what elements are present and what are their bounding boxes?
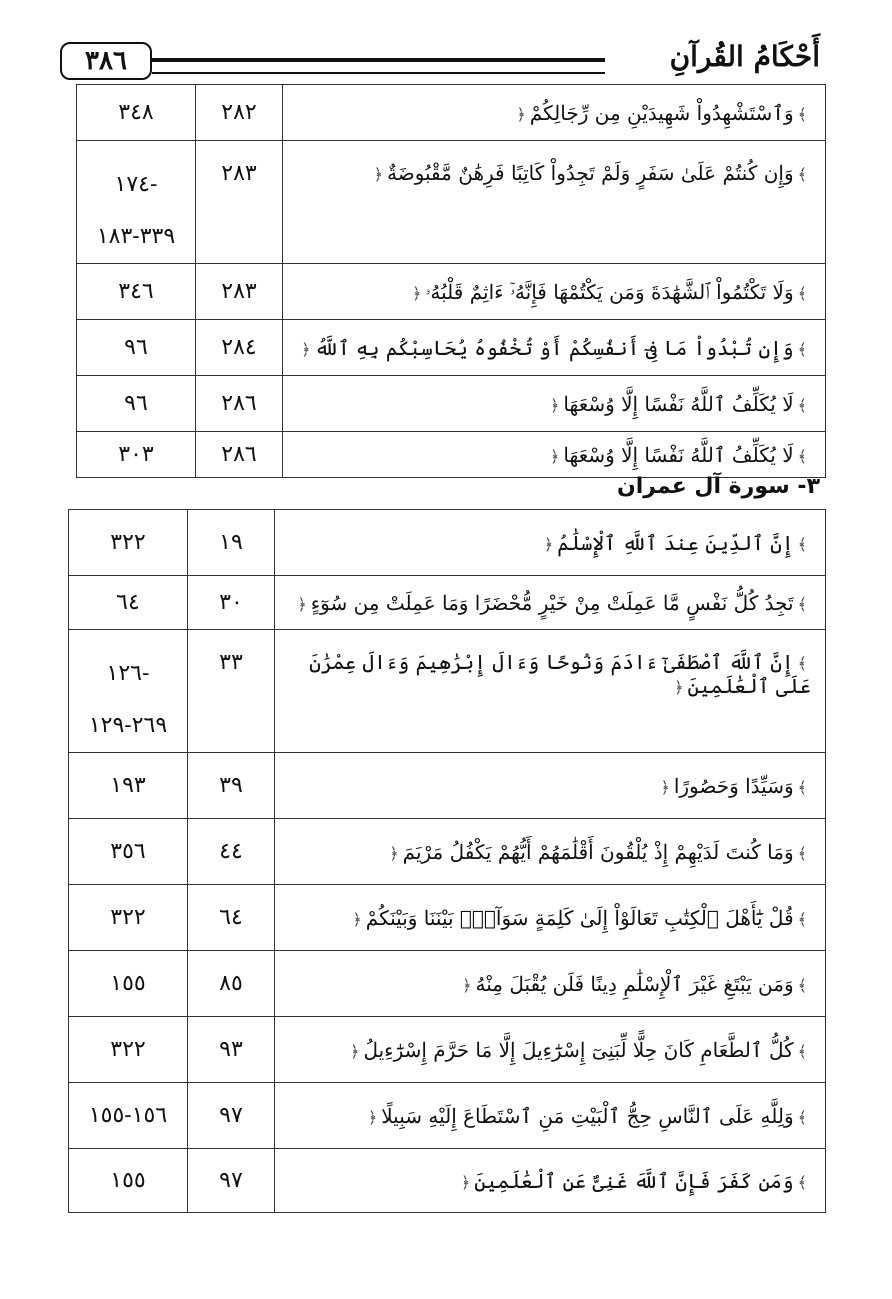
page-ref bbox=[77, 141, 196, 264]
book-title: أَحْكَامُ القُرآنِ bbox=[669, 40, 820, 73]
flower-ornament-icon: ﴾ bbox=[797, 283, 807, 303]
verse-cell bbox=[275, 1083, 826, 1149]
flower-ornament-icon: ﴾ bbox=[797, 1172, 807, 1192]
flower-ornament-icon: ﴿ bbox=[516, 104, 526, 124]
surah-heading: ٣- سورة آل عمران bbox=[616, 474, 820, 499]
verse-cell bbox=[275, 1017, 826, 1083]
table-row bbox=[69, 630, 826, 753]
table-row bbox=[69, 1083, 826, 1149]
flower-ornament-icon: ﴾ bbox=[797, 446, 807, 466]
page-ref: ٣٢٢ bbox=[69, 885, 188, 951]
verse-text: وَلَا تَكْتُمُواْ ٱلشَّهَٰدَةَ وَمَن يَكْتُمْهَا فَإِنَّهُۥٓ ءَاثِمٌ قَلْبُهُۥ bbox=[425, 279, 794, 304]
table-row bbox=[69, 510, 826, 576]
flower-ornament-icon: ﴿ bbox=[674, 678, 684, 697]
verse-cell bbox=[275, 819, 826, 885]
page-ref: ١٥٦-١٥٥ bbox=[69, 1083, 188, 1149]
table-row bbox=[69, 885, 826, 951]
verse-cell bbox=[283, 320, 826, 376]
page-ref: ٣٢٢ bbox=[69, 1017, 188, 1083]
verse-cell bbox=[283, 85, 826, 141]
flower-ornament-icon: ﴿ bbox=[543, 534, 554, 554]
flower-ornament-icon: ﴿ bbox=[550, 446, 560, 466]
ayah-number: ٨٥ bbox=[188, 951, 275, 1017]
ayah-number: ٢٨٦ bbox=[196, 432, 283, 478]
verse-text: لَا يُكَلِّفُ ٱللَّهُ نَفْسًا إِلَّا وُسْعَهَا bbox=[563, 442, 794, 467]
flower-ornament-icon: ﴿ bbox=[550, 395, 560, 415]
ayah-number: ٢٨٣ bbox=[196, 264, 283, 320]
ayah-number: ٢٨٦ bbox=[196, 376, 283, 432]
flower-ornament-icon: ﴾ bbox=[797, 975, 807, 995]
verses-table-2 bbox=[68, 509, 826, 1213]
flower-ornament-icon: ﴿ bbox=[373, 165, 383, 184]
table-row bbox=[69, 819, 826, 885]
page-ref: ٣٠٣ bbox=[77, 432, 196, 478]
flower-ornament-icon: ﴿ bbox=[367, 1107, 378, 1127]
page-ref: ٩٦ bbox=[77, 376, 196, 432]
verse-cell bbox=[283, 264, 826, 320]
flower-ornament-icon: ﴿ bbox=[389, 843, 399, 863]
ayah-number: ٣٣ bbox=[188, 630, 275, 753]
ayah-number: ٤٤ bbox=[188, 819, 275, 885]
ayah-number: ٩٧ bbox=[188, 1083, 275, 1149]
verse-text: لَا يُكَلِّفُ ٱللَّهُ نَفْسًا إِلَّا وُسْعَهَا bbox=[563, 391, 794, 416]
table-row bbox=[69, 753, 826, 819]
page-ref: ٣٢٢ bbox=[69, 510, 188, 576]
flower-ornament-icon: ﴿ bbox=[412, 283, 422, 303]
page-ref: ٩٦ bbox=[77, 320, 196, 376]
flower-ornament-icon: ﴾ bbox=[797, 339, 807, 359]
table-row bbox=[69, 576, 826, 630]
flower-ornament-icon: ﴿ bbox=[460, 1172, 471, 1192]
flower-ornament-icon: ﴾ bbox=[797, 843, 807, 863]
page-ref-line: ٣٣٩-١٨٣ bbox=[96, 224, 176, 249]
ayah-number: ٩٧ bbox=[188, 1149, 275, 1213]
page-ref: ٦٤ bbox=[69, 576, 188, 630]
verses-table-1 bbox=[76, 84, 826, 478]
ayah-number: ٢٨٣ bbox=[196, 141, 283, 264]
table-row bbox=[69, 1149, 826, 1213]
page-ref-line: -١٢٦ bbox=[106, 661, 150, 686]
page-ref-line: ٢٦٩-١٢٩ bbox=[88, 713, 168, 738]
verse-text: وَمَا كُنتَ لَدَيْهِمْ إِذْ يُلْقُونَ أَقْلَٰمَهُمْ أَيُّهُمْ يَكْفُلُ مَرْيَمَ bbox=[402, 839, 794, 864]
verse-text: كُلُّ ٱلطَّعَامِ كَانَ حِلًّا لِّبَنِىٓ إِسْرَٰٓءِيلَ إِلَّا مَا حَرَّمَ إِسْرَٰٓءِيلُ bbox=[363, 1037, 794, 1062]
verse-text: وَٱسْتَشْهِدُواْ شَهِيدَيْنِ مِن رِّجَالِكُمْ bbox=[529, 100, 794, 125]
verse-cell bbox=[275, 510, 826, 576]
page-ref: ١٩٣ bbox=[69, 753, 188, 819]
flower-ornament-icon: ﴾ bbox=[797, 654, 807, 673]
ayah-number: ٢٨٤ bbox=[196, 320, 283, 376]
verse-cell bbox=[283, 432, 826, 478]
flower-ornament-icon: ﴿ bbox=[297, 594, 307, 614]
verse-text: وَإِن تُبْدُواْ مَا فِىٓ أَنفُسِكُمْ أَوْ تُخْفُوهُ يُحَاسِبْكُم بِهِ ٱللَّهُ bbox=[314, 335, 794, 360]
ayah-number: ٦٤ bbox=[188, 885, 275, 951]
flower-ornament-icon: ﴾ bbox=[797, 1041, 807, 1061]
verse-cell bbox=[275, 951, 826, 1017]
page-ref bbox=[69, 630, 188, 753]
ayah-number: ١٩ bbox=[188, 510, 275, 576]
verse-cell bbox=[275, 576, 826, 630]
verse-text: وَسَيِّدًا وَحَصُورًا bbox=[673, 773, 794, 798]
page-header bbox=[60, 40, 820, 84]
flower-ornament-icon: ﴾ bbox=[797, 909, 807, 929]
page-ref: ٣٤٦ bbox=[77, 264, 196, 320]
flower-ornament-icon: ﴾ bbox=[797, 1107, 807, 1127]
page-ref: ١٥٥ bbox=[69, 1149, 188, 1213]
flower-ornament-icon: ﴿ bbox=[660, 777, 670, 797]
flower-ornament-icon: ﴿ bbox=[462, 975, 472, 995]
ayah-number: ٩٣ bbox=[188, 1017, 275, 1083]
ayah-number: ٢٨٢ bbox=[196, 85, 283, 141]
page-ref-line: -١٧٤ bbox=[114, 172, 158, 197]
header-rule bbox=[152, 58, 605, 74]
ayah-number: ٣٩ bbox=[188, 753, 275, 819]
verse-text: تَجِدُ كُلُّ نَفْسٍ مَّا عَمِلَتْ مِنْ خَيْرٍ مُّحْضَرًا وَمَا عَمِلَتْ مِن سُوٓءٍ bbox=[310, 590, 794, 615]
verse-cell bbox=[275, 753, 826, 819]
table-row bbox=[77, 141, 826, 264]
page-ref: ٣٥٦ bbox=[69, 819, 188, 885]
verse-text: وَمَن كَفَرَ فَإِنَّ ٱللَّهَ غَنِىٌّ عَنِ ٱلْعَٰلَمِينَ bbox=[474, 1168, 794, 1193]
verse-text: وَمَن يَبْتَغِ غَيْرَ ٱلْإِسْلَٰمِ دِينًا فَلَن يُقْبَلَ مِنْهُ bbox=[475, 971, 794, 996]
page-number: ٣٨٦ bbox=[60, 42, 152, 80]
verse-cell bbox=[275, 885, 826, 951]
table-row bbox=[77, 320, 826, 376]
page-ref: ١٥٥ bbox=[69, 951, 188, 1017]
flower-ornament-icon: ﴾ bbox=[797, 777, 807, 797]
verse-text: وَإِن كُنتُمْ عَلَىٰ سَفَرٍ وَلَمْ تَجِدُواْ كَاتِبًا فَرِهَٰنٌ مَّقْبُوضَةٌ bbox=[386, 161, 794, 185]
verse-cell bbox=[275, 1149, 826, 1213]
flower-ornament-icon: ﴾ bbox=[797, 594, 807, 614]
verse-text: إِنَّ ٱلدِّينَ عِندَ ٱللَّهِ ٱلْإِسْلَٰمُ bbox=[557, 530, 794, 555]
ayah-number: ٣٠ bbox=[188, 576, 275, 630]
flower-ornament-icon: ﴿ bbox=[301, 339, 311, 359]
flower-ornament-icon: ﴾ bbox=[797, 104, 807, 124]
verse-text: إِنَّ ٱللَّهَ ٱصْطَفَىٰٓ ءَادَمَ وَنُوحًا وَءَالَ إِبْرَٰهِيمَ وَءَالَ عِمْرَٰنَ عَلَى ٱلْعَٰلَمِينَ bbox=[309, 650, 811, 698]
verse-text: وَلِلَّهِ عَلَى ٱلنَّاسِ حِجُّ ٱلْبَيْتِ مَنِ ٱسْتَطَاعَ إِلَيْهِ سَبِيلًا bbox=[381, 1103, 794, 1128]
flower-ornament-icon: ﴾ bbox=[797, 395, 807, 415]
flower-ornament-icon: ﴿ bbox=[352, 909, 362, 929]
table-row bbox=[77, 85, 826, 141]
table-row bbox=[77, 264, 826, 320]
table-row bbox=[69, 1017, 826, 1083]
verse-cell bbox=[283, 376, 826, 432]
verse-text: قُلْ يَٰٓأَهْلَ ٱلْكِتَٰبِ تَعَالَوْاْ إِلَىٰ كَلِمَةٍ سَوَآءٍۭ بَيْنَنَا وَبَيْنَكُمْ bbox=[365, 905, 794, 930]
verse-cell bbox=[275, 630, 826, 753]
verse-cell bbox=[283, 141, 826, 264]
flower-ornament-icon: ﴿ bbox=[350, 1041, 360, 1061]
page-ref: ٣٤٨ bbox=[77, 85, 196, 141]
table-row bbox=[69, 951, 826, 1017]
table-row bbox=[77, 376, 826, 432]
flower-ornament-icon: ﴾ bbox=[797, 165, 807, 184]
table-row bbox=[77, 432, 826, 478]
flower-ornament-icon: ﴾ bbox=[797, 534, 807, 554]
